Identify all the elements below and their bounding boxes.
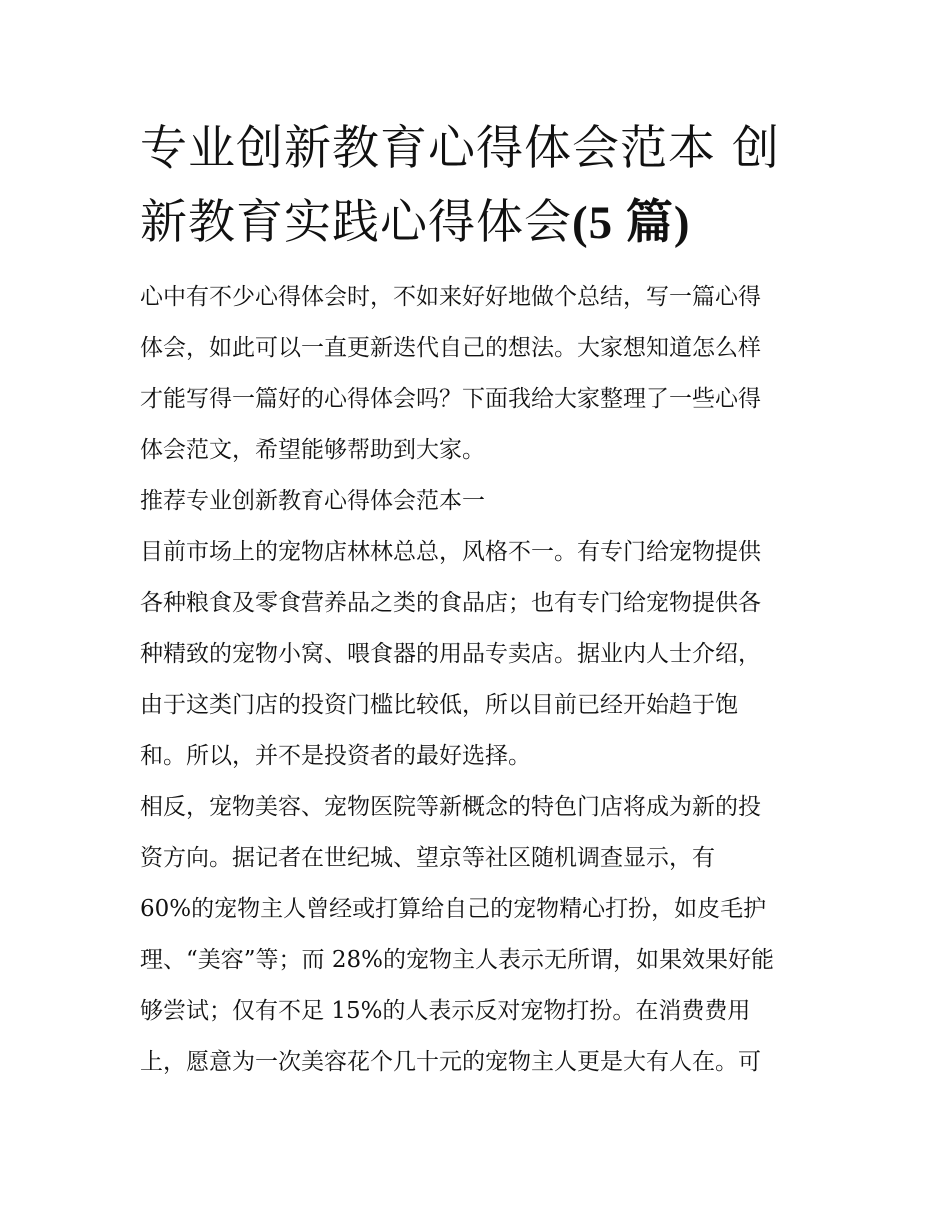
paragraph-line: 资方向。据记者在世纪城、望京等社区随机调查显示，有 bbox=[140, 845, 715, 871]
paragraph-line: 各种粮食及零食营养品之类的食品店；也有专门给宠物提供各 bbox=[140, 590, 761, 616]
paragraph-line: 理、“美容”等；而 28%的宠物主人表示无所谓，如果效果好能 bbox=[140, 947, 774, 973]
paragraph-line: 体会范文，希望能够帮助到大家。 bbox=[140, 437, 485, 463]
paragraph-line: 上，愿意为一次美容花个几十元的宠物主人更是大有人在。可 bbox=[140, 1049, 761, 1075]
title-count: (5 篇) bbox=[572, 197, 691, 249]
paragraph-line: 种精致的宠物小窝、喂食器的用品专卖店。据业内人士介绍， bbox=[140, 641, 761, 667]
body-paragraph bbox=[140, 527, 812, 782]
section-heading-text: 推荐专业创新教育心得体会范本一 bbox=[140, 488, 485, 514]
title-text: 新教育实践心得体会 bbox=[140, 195, 572, 250]
paragraph-line: 心中有不少心得体会时，不如来好好地做个总结，写一篇心得 bbox=[140, 284, 761, 310]
paragraph-line: 由于这类门店的投资门槛比较低，所以目前已经开始趋于饱 bbox=[140, 692, 738, 718]
paragraph-line: 和。所以，并不是投资者的最好选择。 bbox=[140, 743, 531, 769]
paragraph-line: 体会，如此可以一直更新迭代自己的想法。大家想知道怎么样 bbox=[140, 335, 761, 361]
paragraph-line: 才能写得一篇好的心得体会吗？下面我给大家整理了一些心得 bbox=[140, 386, 761, 412]
intro-paragraph bbox=[140, 272, 812, 476]
document-title bbox=[140, 112, 812, 260]
paragraph-line: 相反，宠物美容、宠物医院等新概念的特色门店将成为新的投 bbox=[140, 794, 761, 820]
title-line bbox=[140, 186, 812, 260]
body-paragraph bbox=[140, 782, 812, 1088]
title-line: 专业创新教育心得体会范本 创 bbox=[140, 121, 780, 176]
paragraph-line: 60%的宠物主人曾经或打算给自己的宠物精心打扮，如皮毛护 bbox=[140, 896, 767, 922]
paragraph-line: 够尝试；仅有不足 15%的人表示反对宠物打扮。在消费费用 bbox=[140, 998, 751, 1024]
section-heading bbox=[140, 476, 812, 527]
paragraph-line: 目前市场上的宠物店林林总总，风格不一。有专门给宠物提供 bbox=[140, 539, 761, 565]
document-content bbox=[140, 112, 812, 1088]
